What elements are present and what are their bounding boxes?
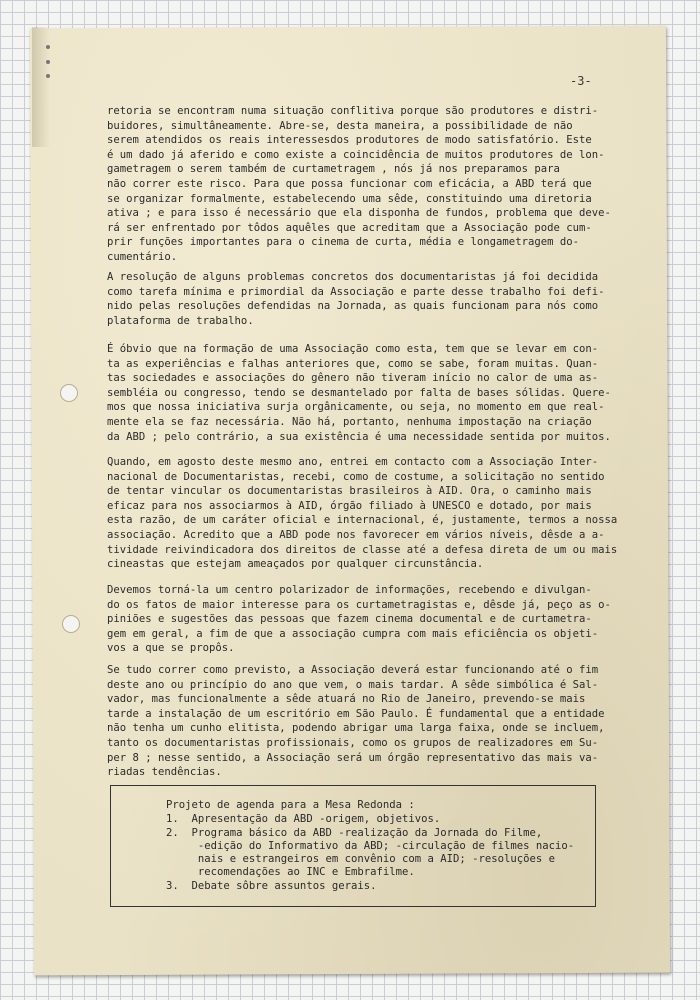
punch-hole — [62, 615, 80, 633]
paragraph-4: Quando, em agosto deste mesmo ano, entrei em contacto com a Associação Inter- nacional de Documentaristas, recebi, como de costume, a solicitação no sentido de tentar vincular os documentaristas brasileiros à AID. Ora, o caminho mais eficaz para nos associarmos à AID, órgão filiado à UNESCO e dotado, por mais esta razão, de um caráter oficial e internacional, é, justamente, termos a nossa associação. Acredito que a ABD pode nos favorecer em vários níveis, dêsde a a- tividade reivindicadora dos direitos de classe até a defesa direta de um ou mais cineastas que estejam ameaçados por qualquer circunstância. — [107, 456, 618, 571]
paragraph-2: A resolução de alguns problemas concretos dos documentaristas já foi decidida como tarefa mínima e primordial da Associação e parte desse trabalho foi defi- nido pelas resoluções defendidas na Jornada, as quais funcionam para nós como plataforma de trabalho. — [107, 271, 605, 327]
paragraph-5: Devemos torná-la um centro polarizador de informações, recebendo e divulgan- do os fatos de maior interesse para os curtametragistas e, dêsde já, peço as o- piniões e sugestões das pessoas que fazem cinema documental e de curtametra- gem em geral, a fim de que a associação cumpra com mais eficiência os objeti- vos a que se propôs. — [107, 584, 611, 655]
agenda-item: -edição do Informativo da ABD; -circulação de filmes nacio- — [166, 840, 575, 852]
agenda-item: 3. Debate sôbre assuntos gerais. — [166, 880, 377, 892]
agenda-item: 2. Programa básico da ABD -realização da Jornada do Filme, — [166, 827, 543, 839]
agenda-item: nais e estrangeiros em convênio com a AID; -resoluções e — [166, 853, 556, 865]
paragraph-3: É óbvio que na formação de uma Associação como esta, tem que se levar em con- ta as experiências e falhas anteriores que, como se sabe, foram muitas. Quan- tas sociedades e associações do gênero não tiveram início no calor de uma as- sembléia ou congresso, tendo se desmantelado por falta de bases sólidas. Quere- mos que nossa iniciativa surja orgânicamente, ou seja, no momento em que real- mente ela se faz necessária. Não há, portanto, nenhuma impostação na criação da ABD ; pelo contrário, a sua existência é uma necessidade sentida por muitos. — [107, 343, 611, 443]
agenda-item: 1. Apresentação da ABD -origem, objetivos. — [166, 813, 441, 825]
staple-mark — [46, 45, 50, 49]
paragraph-6: Se tudo correr como previsto, a Associação deverá estar funcionando até o fim deste ano ou princípio do ano que vem, o mais tardar. A sêde simbólica é Sal- vador, mas funcionalmente a sêde atuará no Rio de Janeiro, prevendo-se mais tarde a instalação de um escritório em São Paulo. É fundamental que a entidade não tenha um cunho elitista, podendo abrigar uma larga faixa, onde se incluem, tanto os documentaristas profissionais, como os grupos de realizadores em Su- per 8 ; nesse sentido, a Associação será um órgão representativo das mais va- riadas tendências. — [107, 664, 605, 779]
punch-hole — [60, 384, 78, 402]
agenda-title: Projeto de agenda para a Mesa Redonda : — [166, 799, 415, 811]
page-number: -3- — [570, 74, 592, 88]
staple-mark — [46, 74, 50, 78]
agenda-item: recomendações ao INC e Embrafilme. — [166, 866, 415, 878]
paragraph-1: retoria se encontram numa situação conflitiva porque são produtores e distri- buidores, simultâneamente. Abre-se, desta maneira, a possibilidade de não serem atendidos os reais interessesdos produtores de modo satisfatório. Este é um dado já aferido e como existe a coincidência de muitos produtores de lon- gametragem o serem também de curtametragem , nós já nos preparamos para não correr este risco. Para que possa funcionar com eficácia, a ABD terá que se organizar formalmente, estabelecendo uma sêde, constituindo uma diretoria ativa ; e para isso é necessário que ela disponha de fundos, problema que deve- rá ser enfrentado por tôdos aquêles que acreditam que a Associação pode cum- prir funções importantes para o cinema de curta, média e longametragem do- cumentário. — [107, 105, 611, 263]
staple-mark — [46, 60, 50, 64]
agenda-box — [110, 785, 596, 907]
